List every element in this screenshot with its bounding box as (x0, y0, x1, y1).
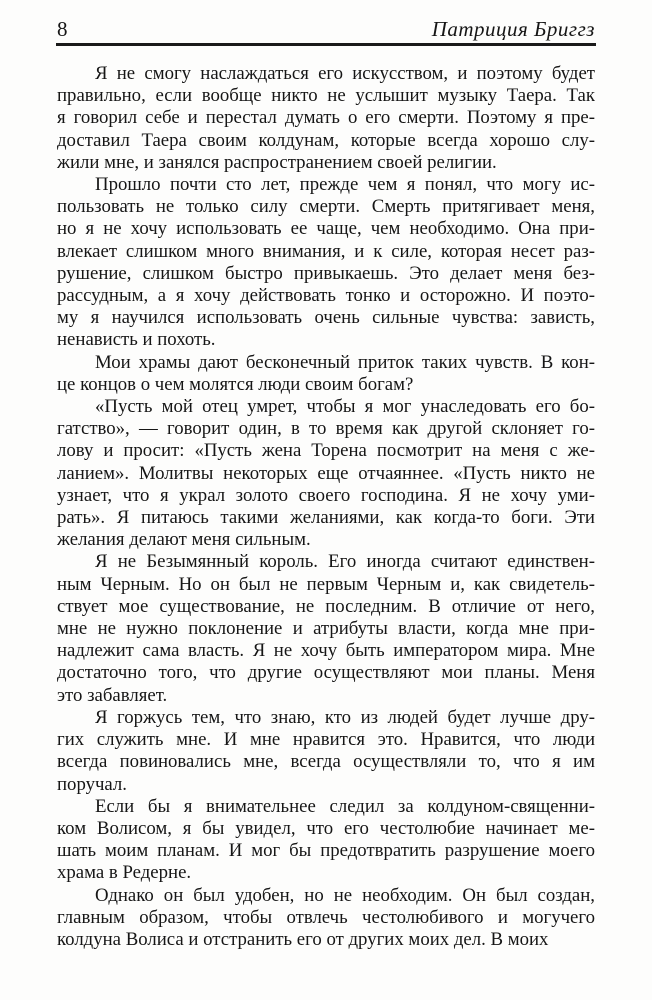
paragraph (57, 63, 595, 174)
text-line: мне не нужно поклонение и атрибуты власти, когда мне при- (57, 618, 595, 640)
text-line: «Пусть мой отец умрет, чтобы я мог унаследовать его бо- (95, 396, 595, 418)
text-line: жили мне, и занялся распространением своей религии. (57, 151, 497, 173)
text-line: рушение, слишком быстро привыкаешь. Это делает меня без- (57, 262, 595, 284)
text-line: Если бы я внимательнее следил за колдуном-священни- (95, 795, 595, 817)
text-line: достаточно того, что другие осуществляют мои планы. Меня (57, 662, 595, 684)
text-line: всегда повиновались мне, всегда осуществляли то, что я им (57, 751, 595, 773)
text-line: ланием». Молитвы некоторых еще отчаяннее. «Пусть никто не (57, 462, 595, 484)
text-line: шать моим планам. И мог бы предотвратить разрушение моего (57, 840, 595, 862)
text-line: гих служить мне. И мне нравится это. Нравится, что люди (57, 729, 595, 751)
text-line: Я не смогу наслаждаться его искусством, и поэтому будет (95, 63, 595, 84)
text-line: это забавляет. (57, 684, 168, 706)
page-number: 8 (57, 17, 68, 41)
paragraph (57, 707, 595, 796)
paragraph (57, 796, 595, 885)
text-line: лову и просит: «Пусть жена Торена посмотрит на меня с же- (57, 440, 595, 462)
text-line: надлежит сама власть. Я не хочу быть императором мира. Мне (57, 640, 595, 662)
text-line: рать». Я питаюсь такими желаниями, как когда-то боги. Эти (57, 507, 595, 529)
text-line: доставил Таера своим колдунам, которые всегда хорошо слу- (57, 129, 595, 151)
body-text (57, 63, 595, 951)
text-line: це концов о чем молятся люди своим богам? (57, 373, 414, 395)
paragraph (57, 551, 595, 706)
text-line: колдуна Волиса и отстранить его от других моих дел. В моих (57, 928, 549, 950)
paragraph (57, 174, 595, 352)
text-line: правильно, если вообще никто не услышит музыку Таера. Так (57, 85, 595, 107)
text-line: му я научился использовать очень сильные чувства: зависть, (57, 307, 595, 329)
text-line: узнает, что я украл золото своего господина. Я не хочу уми- (57, 484, 595, 506)
text-line: но я не хочу использовать ее чаще, чем необходимо. Она при- (57, 218, 595, 240)
running-head (57, 16, 595, 42)
text-line: поручал. (57, 773, 127, 795)
text-line: гатство», — говорит один, в то время как другой склоняет го- (57, 418, 595, 440)
text-line: пользовать не только силу смерти. Смерть притягивает меня, (57, 196, 595, 218)
text-line: влекает слишком много внимания, и к силе, которая несет раз- (57, 240, 595, 262)
text-line: Прошло почти сто лет, прежде чем я понял, что могу ис- (95, 174, 595, 196)
text-line: Я горжусь тем, что знаю, кто из людей будет лучше дру- (95, 706, 595, 728)
text-line: ком Волисом, я бы увидел, что его честолюбие начинает ме- (57, 817, 595, 839)
paragraph (57, 396, 595, 551)
text-line: храма в Редерне. (57, 862, 192, 884)
text-line: Однако он был удобен, но не необходим. Он был создан, (95, 884, 595, 906)
text-line: желания делают меня сильным. (57, 529, 311, 551)
text-line: я говорил себе и перестал думать о его смерти. Поэтому я пре- (57, 107, 595, 129)
text-line: рассудным, а я хочу действовать тонко и осторожно. И поэто- (57, 285, 595, 307)
text-line: ствует мое существование, не последним. В отличие от него, (57, 595, 595, 617)
text-line: Я не Безымянный король. Его иногда считают единствен- (95, 551, 595, 573)
text-line: главным образом, чтобы отвлечь честолюбивого и могучего (57, 906, 595, 928)
text-line: ненависть и похоть. (57, 329, 216, 351)
text-line: ным Черным. Но он был не первым Черным и, как свидетель- (57, 573, 595, 595)
paragraph (57, 885, 595, 952)
paragraph (57, 352, 595, 396)
text-line: Мои храмы дают бесконечный приток таких чувств. В кон- (95, 351, 595, 373)
header-rule (56, 43, 596, 46)
header-author: Патриция Бриггз (431, 17, 595, 41)
